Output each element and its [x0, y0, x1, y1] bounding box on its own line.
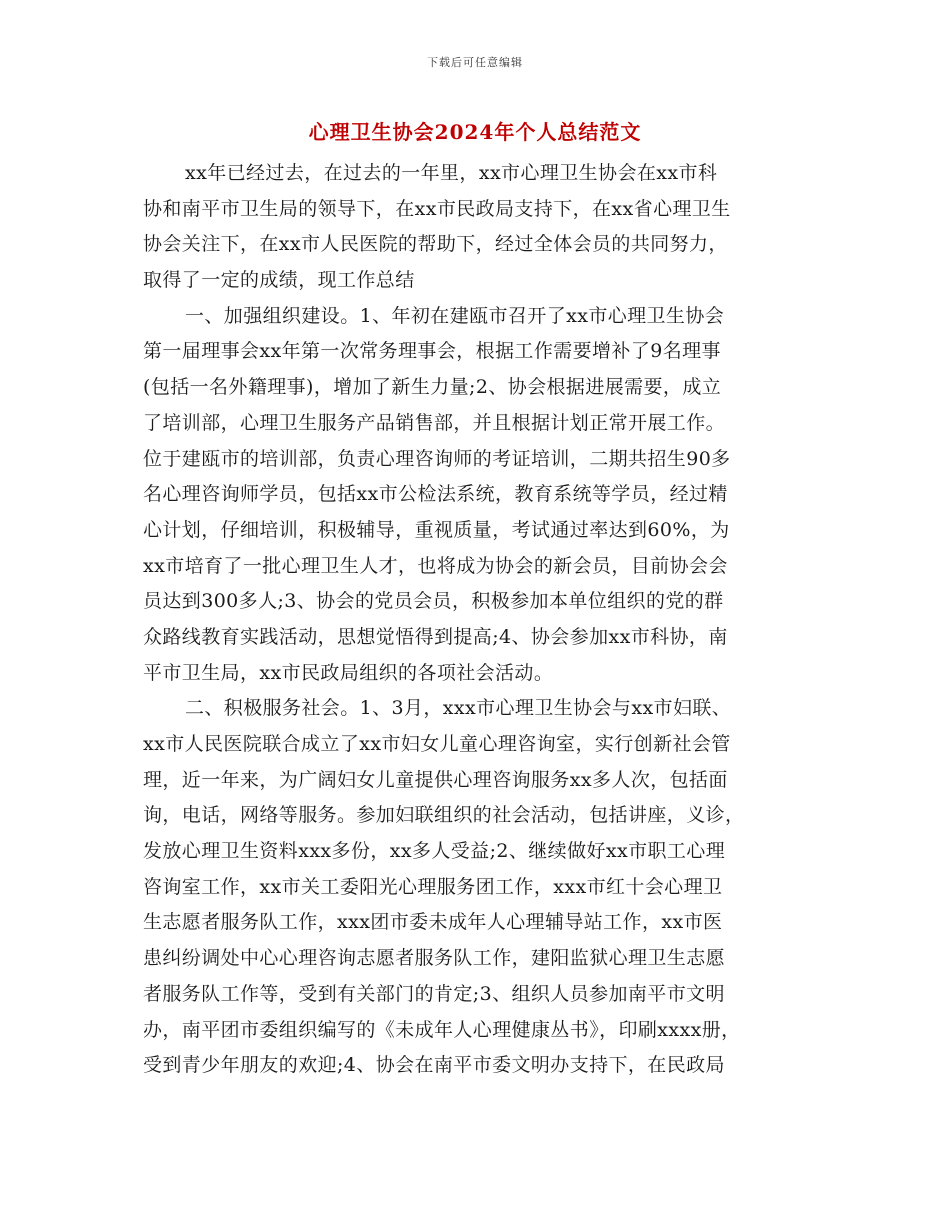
text-line: 了培训部，心理卫生服务产品销售部，并且根据计划正常开展工作。	[143, 411, 726, 434]
text-line: 患纠纷调处中心心理咨询志愿者服务队工作，建阳监狱心理卫生志愿	[143, 947, 726, 970]
document-body	[143, 156, 818, 1084]
text-line: 心计划，仔细培训，积极辅导，重视质量，考试通过率达到60%，为	[143, 518, 730, 541]
text-line: xx年已经过去，在过去的一年里，xx市心理卫生协会在xx市科	[185, 162, 718, 184]
document-title: 心理卫生协会2024年个人总结范文	[308, 120, 642, 144]
text-line: 发放心理卫生资料xxx多份，xx多人受益;2、继续做好xx市职工心理	[143, 840, 726, 863]
text-line: 取得了一定的成绩，现工作总结	[143, 269, 415, 292]
text-line: 名心理咨询师学员，包括xx市公检法系统，教育系统等学员，经过精	[143, 483, 728, 506]
text-line: 第一届理事会xx年第一次常务理事会，根据工作需要增补了9名理事	[143, 340, 721, 363]
text-line: 二、积极服务社会。1、3月，xxx市心理卫生协会与xx市妇联、	[185, 697, 732, 720]
header-note: 下载后可任意编辑	[427, 56, 523, 69]
text-line: xx市培育了一批心理卫生人才，也将成为协会的新会员，目前协会会	[143, 554, 728, 577]
text-line: 一、加强组织建设。1、年初在建瓯市召开了xx市心理卫生协会	[185, 304, 725, 327]
text-line: xx市人民医院联合成立了xx市妇女儿童心理咨询室，实行创新社会管	[143, 733, 731, 755]
text-line: 咨询室工作，xx市关工委阳光心理服务团工作，xxx市红十会心理卫	[143, 875, 723, 898]
text-line: 者服务队工作等，受到有关部门的肯定;3、组织人员参加南平市文明	[143, 982, 725, 1005]
text-line: 平市卫生局，xx市民政局组织的各项社会活动。	[143, 661, 554, 684]
text-line: 位于建瓯市的培训部，负责心理咨询师的考证培训，二期共招生90多	[143, 447, 731, 470]
text-line: 众路线教育实践活动，思想觉悟得到提高;4、协会参加xx市科协，南	[143, 625, 728, 648]
text-line: 协会关注下，在xx市人民医院的帮助下，经过全体会员的共同努力，	[143, 233, 728, 256]
text-line: 理，近一年来，为广阔妇女儿童提供心理咨询服务xx多人次，包括面	[143, 768, 728, 791]
text-line: 生志愿者服务队工作，xxx团市委未成年人心理辅导站工作，xx市医	[143, 911, 723, 934]
text-line: 协和南平市卫生局的领导下，在xx市民政局支持下，在xx省心理卫生	[143, 197, 731, 220]
text-line: 员达到300多人;3、协会的党员会员，积极参加本单位组织的党的群	[143, 590, 724, 613]
text-line: 受到青少年朋友的欢迎;4、协会在南平市委文明办支持下，在民政局	[143, 1054, 725, 1077]
text-line: 询，电话，网络等服务。参加妇联组织的社会活动，包括讲座，义诊，	[143, 804, 745, 827]
text-line: 办，南平团市委组织编写的《未成年人心理健康丛书》，印刷xxxx册，	[143, 1018, 741, 1041]
text-line: (包括一名外籍理事)，增加了新生力量;2、协会根据进展需要，成立	[143, 376, 722, 399]
